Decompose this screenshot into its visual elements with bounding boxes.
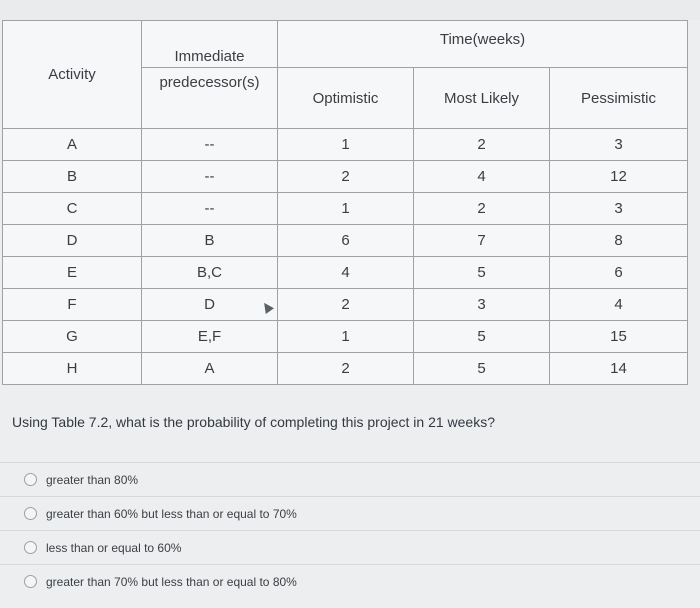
radio-button-icon[interactable]	[24, 575, 37, 588]
cell-optimistic: 1	[278, 129, 414, 161]
activity-table	[2, 20, 688, 385]
header-activity: Activity	[3, 21, 142, 129]
option-3[interactable]	[0, 530, 700, 564]
cell-optimistic: 2	[278, 289, 414, 321]
cell-activity: B	[3, 161, 142, 193]
option-4[interactable]	[0, 564, 700, 598]
table-row	[3, 321, 688, 353]
cell-pessimistic: 12	[550, 161, 688, 193]
header-predecessor-line1: Immediate	[142, 21, 278, 68]
table-header-row	[3, 21, 688, 68]
table-row	[3, 353, 688, 385]
table-row	[3, 257, 688, 289]
cell-predecessors: D	[142, 289, 278, 321]
cell-optimistic: 6	[278, 225, 414, 257]
table-row	[3, 193, 688, 225]
cell-optimistic: 4	[278, 257, 414, 289]
cell-optimistic: 2	[278, 161, 414, 193]
option-label: greater than 70% but less than or equal to 80%	[46, 574, 297, 589]
answer-options	[0, 462, 700, 598]
cell-activity: D	[3, 225, 142, 257]
cell-activity: E	[3, 257, 142, 289]
cell-pessimistic: 15	[550, 321, 688, 353]
option-label: less than or equal to 60%	[46, 540, 182, 555]
cell-most-likely: 4	[414, 161, 550, 193]
cell-activity: A	[3, 129, 142, 161]
cell-optimistic: 2	[278, 353, 414, 385]
header-time-group: Time(weeks)	[278, 21, 688, 68]
cell-pessimistic: 14	[550, 353, 688, 385]
option-label: greater than 80%	[46, 472, 139, 487]
option-2[interactable]	[0, 496, 700, 530]
cell-predecessors: B,C	[142, 257, 278, 289]
table-row	[3, 129, 688, 161]
radio-button-icon[interactable]	[24, 541, 37, 554]
radio-button-icon[interactable]	[24, 507, 37, 520]
header-optimistic: Optimistic	[278, 68, 414, 129]
cell-activity: G	[3, 321, 142, 353]
cell-optimistic: 1	[278, 193, 414, 225]
cell-predecessors: E,F	[142, 321, 278, 353]
top-strip	[0, 0, 700, 20]
cell-most-likely: 2	[414, 193, 550, 225]
option-label: greater than 60% but less than or equal to 70%	[46, 506, 297, 521]
cell-most-likely: 3	[414, 289, 550, 321]
option-1[interactable]	[0, 462, 700, 496]
cell-predecessors: B	[142, 225, 278, 257]
header-most-likely: Most Likely	[414, 68, 550, 129]
cell-activity: H	[3, 353, 142, 385]
header-predecessor-line2: predecessor(s)	[142, 68, 278, 129]
cell-activity: C	[3, 193, 142, 225]
cell-pessimistic: 6	[550, 257, 688, 289]
cell-optimistic: 1	[278, 321, 414, 353]
cell-predecessors: --	[142, 129, 278, 161]
cell-pessimistic: 4	[550, 289, 688, 321]
table-row	[3, 289, 688, 321]
cell-predecessors: A	[142, 353, 278, 385]
cell-activity: F	[3, 289, 142, 321]
cell-predecessors: --	[142, 193, 278, 225]
cell-most-likely: 5	[414, 257, 550, 289]
table-row	[3, 161, 688, 193]
cell-pessimistic: 3	[550, 193, 688, 225]
table-row	[3, 225, 688, 257]
header-pessimistic: Pessimistic	[550, 68, 688, 129]
cell-pessimistic: 3	[550, 129, 688, 161]
cell-pessimistic: 8	[550, 225, 688, 257]
cell-predecessors: --	[142, 161, 278, 193]
cell-most-likely: 7	[414, 225, 550, 257]
cell-most-likely: 2	[414, 129, 550, 161]
cell-most-likely: 5	[414, 353, 550, 385]
cell-most-likely: 5	[414, 321, 550, 353]
question-text: Using Table 7.2, what is the probability of completing this project in 21 weeks?	[12, 414, 496, 430]
radio-button-icon[interactable]	[24, 473, 37, 486]
